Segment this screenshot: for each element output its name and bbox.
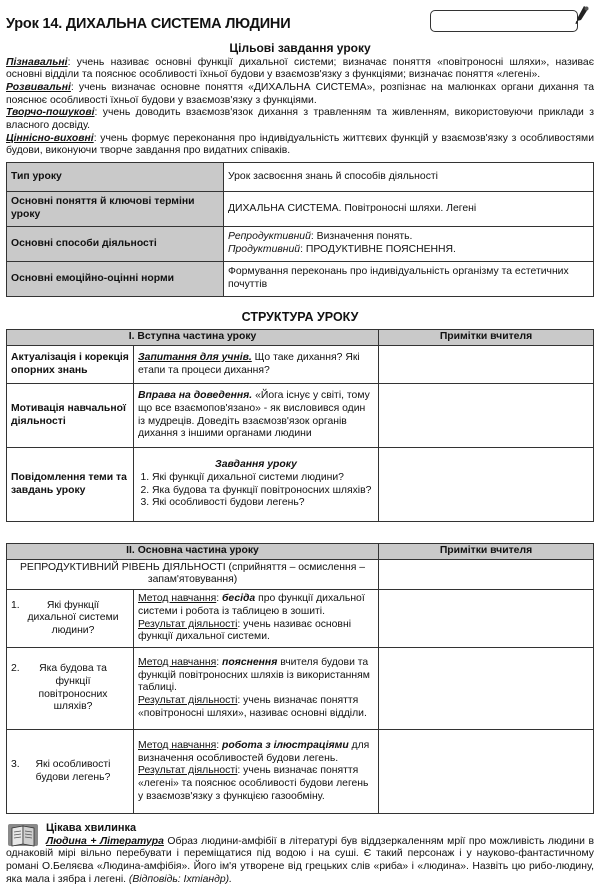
section2-title: ІІ. Основна частина уроку	[7, 544, 379, 560]
question-cell	[7, 590, 134, 648]
section1-title: І. Вступна частина уроку	[7, 330, 379, 346]
lesson-title: Урок 14. ДИХАЛЬНА СИСТЕМА ЛЮДИНИ	[6, 16, 291, 32]
question-cell	[7, 648, 134, 730]
notes-cell[interactable]	[379, 590, 594, 648]
info-value: Формування переконань про індивідуальність організму та естетичних почуттів	[224, 262, 594, 297]
level-cell: РЕПРОДУКТИВНИЙ РІВЕНЬ ДІЯЛЬНОСТІ (сприйняття – осмислення – запам'ятовування)	[7, 559, 379, 589]
goal-creative	[6, 107, 594, 132]
fun-minute-text	[6, 836, 594, 886]
question-number: 1.	[11, 599, 20, 611]
info-key: Основні емоційно-оцінні норми	[7, 262, 224, 297]
book-icon	[6, 820, 42, 850]
method-cell: Метод навчання: бесіда про функції дихальної системи і робота із таблицею в зошиті. Результат діяльності: учень називає основні функції дихальної системи.	[134, 590, 379, 648]
date-box[interactable]	[430, 10, 578, 32]
goal-developmental	[6, 82, 594, 107]
info-key: Основні поняття й ключові терміни уроку	[7, 192, 224, 227]
method-text: вчителя будови та функцій повітроносних шляхів із використанням таблиці.	[138, 656, 370, 694]
table-row	[7, 227, 594, 262]
question-number: 3.	[11, 758, 20, 770]
question-text: Яка будова та функції повітроносних шляхів?	[38, 663, 108, 713]
task-title: Завдання уроку	[215, 459, 297, 471]
task-list	[138, 472, 374, 510]
list-item: 3. Які особливості будови легень?	[152, 497, 374, 510]
method-name: робота з ілюстраціями	[222, 739, 349, 751]
table-row	[7, 648, 594, 730]
method-text: для визначення особливостей будови легень.	[138, 739, 370, 764]
question-cell	[7, 730, 134, 814]
info-key: Тип уроку	[7, 163, 224, 192]
notes-cell[interactable]	[379, 648, 594, 730]
method-label: Метод навчання	[138, 739, 217, 751]
activity-text: : Визначення понять.	[310, 231, 413, 243]
section-spacer	[6, 522, 594, 543]
pencil-icon	[575, 6, 589, 24]
stage-cell: Мотивація навчальної діяльності	[7, 384, 134, 448]
goal-label: Ціннісно-виховні	[6, 132, 94, 144]
table-header-row	[7, 544, 594, 560]
info-table	[6, 162, 594, 297]
table-row	[7, 346, 594, 384]
table-row	[7, 448, 594, 522]
result-text: : учень визначає поняття «повітроносні шляхи», називає основні відділи.	[138, 694, 367, 719]
table-row	[7, 590, 594, 648]
fun-minute-subheading: Людина + Література	[46, 835, 164, 847]
method-label: Метод навчання	[138, 656, 217, 668]
structure-heading: СТРУКТУРА УРОКУ	[241, 310, 359, 325]
activity-text: : ПРОДУКТИВНЕ ПОЯСНЕННЯ.	[300, 244, 456, 256]
table-row	[7, 262, 594, 297]
info-value: Урок засвоєння знань й способів діяльності	[224, 163, 594, 192]
stage-cell: Актуалізація і корекція опорних знань	[7, 346, 134, 384]
info-value: ДИХАЛЬНА СИСТЕМА. Повітроносні шляхи. Легені	[224, 192, 594, 227]
notes-cell[interactable]	[379, 346, 594, 384]
notes-header: Примітки вчителя	[379, 544, 594, 560]
notes-cell[interactable]	[379, 384, 594, 448]
task-text: Що таке дихання? Які етапи та процеси дихання?	[138, 351, 360, 376]
section2-table	[6, 543, 594, 814]
fun-minute-heading: Цікава хвилинка	[46, 822, 137, 835]
result-label: Результат діяльності	[138, 618, 238, 630]
goal-cognitive	[6, 57, 594, 82]
stage-cell: Повідомлення теми та завдань уроку	[7, 448, 134, 522]
method-name: бесіда	[222, 593, 256, 605]
goal-text: : учень формує переконання про індивідуальність життєвих функцій у взаємозв'язку з особливостями будови, виконуючи творче завдання про видатних співаків.	[6, 132, 594, 157]
fun-minute	[6, 822, 594, 886]
table-row	[7, 730, 594, 814]
activity-label: Продуктивний	[228, 244, 301, 256]
table-row	[7, 163, 594, 192]
table-row	[7, 192, 594, 227]
goal-text: : учень доводить взаємозв'язок дихання з травленням та живленням, використовуючи приклади з власного досвіду.	[6, 107, 594, 132]
section1-table	[6, 329, 594, 522]
task-cell	[134, 346, 379, 384]
question-number: 2.	[11, 663, 20, 675]
goal-text: : учень називає основні функції дихальної системи; визначає поняття «повітроносні шляхи», називає основні відділи та пояснює особливості їхньої будови у взаємозв'язку з функціями; визначає поняття «легені».	[6, 56, 594, 81]
result-label: Результат діяльності	[138, 694, 238, 706]
table-row	[7, 384, 594, 448]
notes-cell[interactable]	[379, 730, 594, 814]
goal-values	[6, 133, 594, 158]
goal-text: : учень визначає основне поняття «ДИХАЛЬНА СИСТЕМА», розпізнає на малюнках органи дихання та пояснює особливості їхньої будови у взаємозв'язку з функціями.	[6, 82, 594, 106]
notes-cell[interactable]	[379, 448, 594, 522]
info-value	[224, 227, 594, 262]
notes-header: Примітки вчителя	[379, 330, 594, 346]
method-name: пояснення	[222, 656, 278, 668]
goals-heading: Цільові завдання уроку	[229, 41, 371, 55]
method-cell: Метод навчання: пояснення вчителя будови та функцій повітроносних шляхів із використанням таблиці. Результат діяльності: учень визначає поняття «повітроносні шляхи», називає основні відділи.	[134, 648, 379, 730]
result-label: Результат діяльності	[138, 765, 238, 777]
goal-label: Пізнавальні	[6, 56, 68, 68]
result-text: : учень називає основні функції дихальної системи.	[138, 618, 352, 643]
fun-minute-answer: (Відповідь: Іхтіандр).	[128, 873, 232, 885]
notes-cell[interactable]	[379, 559, 594, 589]
task-cell	[134, 448, 379, 522]
task-text: «Йога існує у світі, тому що все взаємопов'язано» - як висловився один із мудреців. Доведіть взаємозв'язок органів дихання з іншими органами людини	[138, 390, 370, 440]
list-item: 2. Яка будова та функції повітроносних шляхів?	[152, 485, 374, 498]
question-text: Які функції дихальної системи людини?	[27, 599, 119, 636]
goal-label: Творчо-пошукові	[6, 107, 95, 119]
goal-label: Розвивальні	[6, 82, 71, 93]
method-text: про функції дихальної системи і робота із таблицею в зошиті.	[138, 593, 365, 617]
table-header-row	[7, 330, 594, 346]
task-cell	[134, 384, 379, 448]
title-row	[6, 6, 594, 32]
task-label: Вправа на доведення.	[138, 390, 253, 402]
task-label: Запитання для учнів.	[138, 351, 252, 363]
page	[6, 6, 594, 886]
fun-minute-body: Образ людини-амфібії в літературі був віддзеркаленням мрії про можливість людини в однаковій мірі вільно перебувати і переміщатися під водою і на суші. Є такий персонаж і у науково-фантастичному романі О.Беляєва «Людина-амфібія». Його ім'я утворене від грецьких слів «риба» і «людина». Назвіть цю рибо-людину, яка мала і зябра і легені.	[6, 835, 594, 885]
info-key: Основні способи діяльності	[7, 227, 224, 262]
table-row	[7, 559, 594, 589]
method-cell: Метод навчання: робота з ілюстраціями для визначення особливостей будови легень. Результат діяльності: учень визначає поняття «легені» та пояснює особливості будови легень у взаємозв'язку з функцією газообміну.	[134, 730, 379, 814]
question-text: Які особливості будови легень?	[35, 758, 111, 783]
method-label: Метод навчання	[138, 593, 217, 605]
list-item: 1. Які функції дихальної системи людини?	[152, 472, 374, 485]
activity-label: Репродуктивний	[228, 231, 311, 243]
result-text: : учень визначає поняття «легені» та пояснює особливості будови легень у взаємозв'язку з функцією газообміну.	[138, 765, 369, 802]
